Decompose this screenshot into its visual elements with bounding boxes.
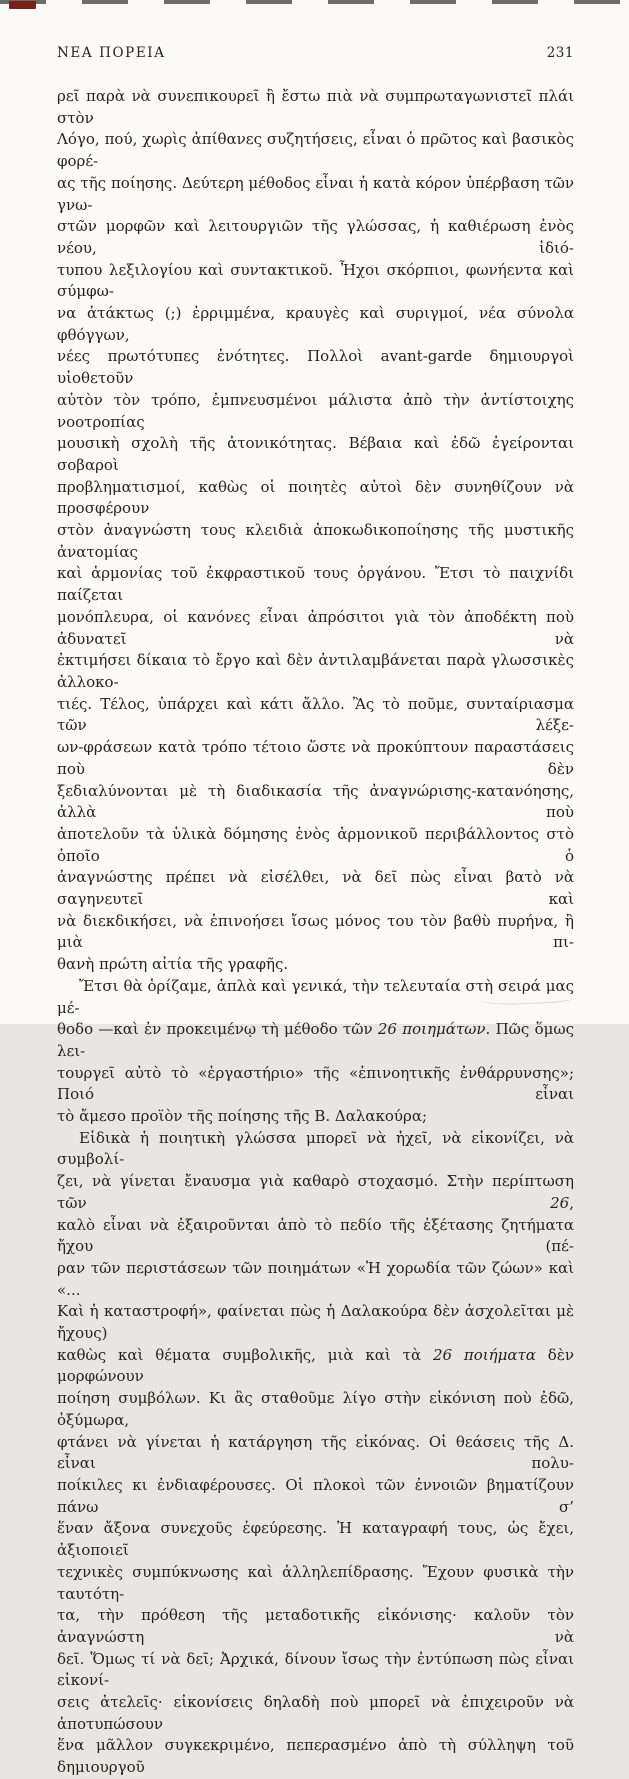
text-line (57, 86, 574, 129)
text-line (57, 1258, 574, 1301)
italic-text-segment: 26 (550, 1193, 570, 1212)
text-segment: θοδο —καὶ ἐν προκειμένῳ τὴ μέθοδο τῶν (57, 1020, 378, 1039)
text-line (57, 1019, 574, 1062)
text-line (57, 1063, 574, 1106)
text-line (57, 781, 574, 824)
scan-top-edge-artifact (0, 0, 629, 4)
text-segment: τιές. Τέλος, ὑπάρχει καὶ κάτι ἄλλο. Ἂς τὸ ποῦμε, συνταίριασμα τῶν λέξε- (57, 694, 574, 735)
text-line (57, 1301, 574, 1344)
body-text-block (57, 86, 574, 1779)
text-segment: δεῖ. Ὅμως τί νὰ δεῖ; Ἀρχικά, δίνουν ἴσως τὴν ἐντύπωση πὼς εἶναι εἰκονί- (57, 1649, 574, 1690)
text-segment: ποίηση συμβόλων. Κι ἂς σταθοῦμε λίγο στὴν εἰκόνιση ποὺ ἐδῶ, ὀξύμωρα, (57, 1389, 574, 1429)
text-line (57, 650, 574, 693)
text-line (57, 563, 574, 606)
text-segment: στῶν μορφῶν καὶ λειτουργιῶν τῆς γλώσσας, ἡ καθιέρωση ἑνὸς νέου, ἰδιό- (57, 217, 574, 257)
text-line (57, 1692, 574, 1735)
text-line (57, 477, 574, 520)
text-segment: Καὶ ἡ καταστροφή», φαίνεται πὼς ἡ Δαλακούρα δὲν ἀσχολεῖται μὲ ἤχους) (57, 1302, 574, 1343)
text-line (57, 607, 574, 650)
page-number: 231 (546, 45, 574, 61)
text-line (57, 1562, 574, 1605)
text-line (57, 1475, 574, 1518)
running-title: ΝΕΑ ΠΟΡΕΙΑ (57, 45, 166, 61)
text-line (57, 433, 574, 476)
text-segment: ἐκτιμήσει δίκαια τὸ ἔργο καὶ δὲν ἀντιλαμβάνεται παρὰ γλωσσικὲς ἀλλοκο- (57, 651, 574, 691)
text-segment: Ἔτσι θὰ ὁρίζαμε, ἁπλὰ καὶ γενικά, τὴν τελευταία στὴ σειρά μας μέ- (57, 976, 574, 1017)
text-segment: τυπου λεξιλογίου καὶ συντακτικοῦ. Ἦχοι σκόρπιοι, φωνήεντα καὶ σύμφω- (57, 260, 574, 301)
text-segment: μουσικὴ σχολὴ τῆς ἀτονικότητας. Βέβαια καὶ ἐδῶ ἐγείρονται σοβαροὶ (57, 434, 574, 474)
text-segment: ποίκιλες κι ἐνδιαφέρουσες. Οἱ πλοκοὶ τῶν ἐννοιῶν βηματίζουν πάνω σ’ (57, 1476, 574, 1516)
text-line (57, 911, 574, 954)
text-segment: , (569, 1193, 574, 1212)
text-line (57, 1345, 574, 1388)
text-segment: ρεῖ παρὰ νὰ συνεπικουρεῖ ἢ ἔστω πιὰ νὰ συμπρωταγωνιστεῖ πλάι στὸν (57, 87, 574, 127)
text-line (57, 1518, 574, 1561)
text-segment: να ἀτάκτως (;) ἐρριμμένα, κραυγὲς καὶ συριγμοί, νέα σύνολα φθόγγων, (57, 304, 574, 344)
text-line (57, 1215, 574, 1258)
text-line (57, 303, 574, 346)
text-segment: τουργεῖ αὐτὸ τὸ «ἐργαστήριο» τῆς «ἐπινοητικῆς ἐνθάρρυνσης»; Ποιό εἶναι (57, 1063, 574, 1104)
text-segment: . Πῶς ὅμως λει- (57, 1020, 575, 1060)
text-line (57, 954, 574, 976)
text-segment: νέες πρωτότυπες ἑνότητες. Πολλοὶ avant-garde δημιουργοὶ υἱοθετοῦν (57, 347, 574, 388)
text-segment: ἀναγνώστης πρέπει νὰ εἰσέλθει, νὰ δεῖ πὼς εἶναι βατὸ νὰ σαγηνευτεῖ καὶ (57, 868, 574, 909)
text-segment: καλὸ εἶναι νὰ ἐξαιροῦνται ἀπὸ τὸ πεδίο τῆς ἐξέτασης ζητήματα ἤχου (πέ- (57, 1215, 574, 1256)
text-line (57, 390, 574, 433)
text-line (57, 260, 574, 303)
text-segment: μονόπλευρα, οἱ κανόνες εἶναι ἀπρόσιτοι γιὰ τὸν ἀποδέκτη ποὺ ἀδυνατεῖ νὰ (57, 607, 574, 648)
text-segment: δὲν μορφώνουν (57, 1345, 575, 1386)
text-line (57, 824, 574, 867)
text-line (57, 1649, 574, 1692)
text-line (57, 346, 574, 389)
text-segment: ων-φράσεων κατὰ τρόπο τέτοιο ὥστε νὰ προκύπτουν παραστάσεις ποὺ δὲν (57, 738, 574, 778)
scan-red-accent-artifact (9, 1, 36, 9)
italic-text-segment: 26 ποιήματα (432, 1345, 536, 1364)
italic-text-segment: 26 ποιημάτων (377, 1020, 486, 1039)
text-segment: θανὴ πρώτη αἰτία τῆς γραφῆς. (57, 955, 289, 974)
text-line (57, 1605, 574, 1648)
page-header (57, 45, 574, 61)
text-line (57, 1128, 574, 1171)
text-line (57, 1388, 574, 1431)
text-line (57, 173, 574, 216)
text-line (57, 737, 574, 780)
text-segment: Εἰδικὰ ἡ ποιητικὴ γλώσσα μπορεῖ νὰ ἠχεῖ, νὰ εἰκονίζει, νὰ συμβολί- (57, 1128, 574, 1169)
text-segment: αὐτὸν τὸν τρόπο, ἐμπνευσμένοι μάλιστα ἀπὸ τὴν ἀντίστοιχης νοοτροπίας (57, 390, 574, 431)
text-segment: ραν τῶν περιστάσεων τῶν ποιημάτων «Ἡ χορωδία τῶν ζώων» καὶ «... (57, 1258, 574, 1299)
text-line (57, 867, 574, 910)
text-line (57, 694, 574, 737)
text-line (57, 1106, 574, 1128)
text-segment: στὸν ἀναγνώστη τους κλειδιὰ ἀποκωδικοποίησης τῆς μυστικῆς ἀνατομίας (57, 521, 574, 561)
text-segment: ζει, νὰ γίνεται ἔναυσμα γιὰ καθαρὸ στοχασμό. Στὴν περίπτωση τῶν (57, 1172, 574, 1212)
text-segment: ἕναν ἄξονα συνεχοῦς ἐφεύρεσης. Ἡ καταγραφή τους, ὡς ἔχει, ἀξιοποιεῖ (57, 1519, 574, 1560)
text-line (57, 1432, 574, 1475)
text-segment: τα, τὴν πρόθεση τῆς μεταδοτικῆς εἰκόνισης· καλοῦν τὸν ἀναγνώστη νὰ (57, 1606, 574, 1646)
text-segment: Λόγο, πού, χωρὶς ἀπίθανες συζητήσεις, εἶναι ὁ πρῶτος καὶ βασικὸς φορέ- (57, 130, 574, 171)
text-segment: ἀποτελοῦν τὰ ὑλικὰ δόμησης ἑνὸς ἁρμονικοῦ περιβάλλοντος στὸ ὁποῖο ὁ (57, 824, 574, 865)
text-line (57, 1171, 574, 1214)
text-segment: ξεδιαλύνονται μὲ τὴ διαδικασία τῆς ἀναγνώρισης-κατανόησης, ἀλλὰ ποὺ (57, 781, 574, 822)
text-segment: προβληματισμοί, καθὼς οἱ ποιητὲς αὐτοὶ δὲν συνηθίζουν νὰ προσφέρουν (57, 477, 574, 518)
text-line (57, 1735, 574, 1778)
text-segment: τὸ ἄμεσο προϊὸν τῆς ποίησης τῆς Β. Δαλακούρα; (57, 1107, 428, 1126)
text-segment: φτάνει νὰ γίνεται ἡ κατάργηση τῆς εἰκόνας. Οἱ θεάσεις τῆς Δ. εἶναι πολυ- (57, 1432, 574, 1473)
text-line (57, 216, 574, 259)
text-line (57, 129, 574, 172)
text-segment: σεις ἀτελεῖς· εἰκονίσεις δηλαδὴ ποὺ μπορεῖ νὰ ἐπιχειροῦν νὰ ἀποτυπώσουν (57, 1693, 574, 1733)
text-segment: καθὼς καὶ θέματα συμβολικῆς, μιὰ καὶ τὰ (57, 1345, 433, 1364)
text-line (57, 520, 574, 563)
text-segment: ἕνα μᾶλλον συγκεκριμένο, πεπερασμένο ἀπὸ τὴ σύλληψη τοῦ δημιουργοῦ (57, 1736, 574, 1777)
text-segment: τεχνικὲς συμπύκνωσης καὶ ἀλληλεπίδρασης. Ἔχουν φυσικὰ τὴν ταυτότη- (57, 1562, 574, 1603)
text-segment: ας τῆς ποίησης. Δεύτερη μέθοδος εἶναι ἡ κατὰ κόρον ὑπέρβαση τῶν γνω- (57, 173, 574, 214)
text-segment: καὶ ἁρμονίας τοῦ ἐκφραστικοῦ τους ὀργάνου. Ἔτσι τὸ παιχνίδι παίζεται (57, 564, 574, 605)
text-segment: νὰ διεκδικήσει, νὰ ἐπινοήσει ἴσως μόνος του τὸν βαθὺ πυρήνα, ἢ μιὰ πι- (57, 911, 574, 952)
